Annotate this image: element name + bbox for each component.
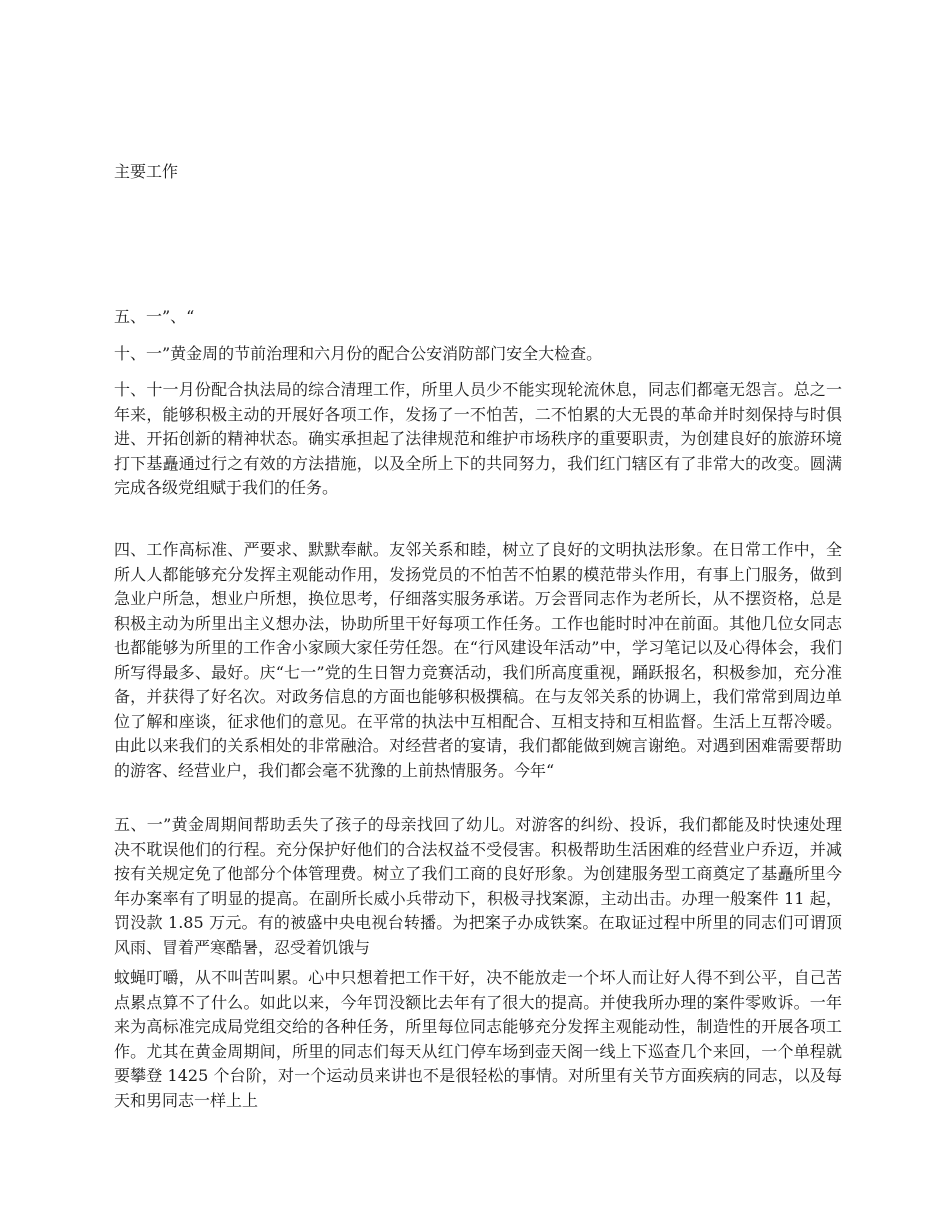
paragraph: 五、一”、“ xyxy=(114,307,195,326)
paragraph: 四、工作高标准、严要求、默默奉献。友邻关系和睦，树立了良好的文明执法形象。在日常工作中，全所人人都能够充分发挥主观能动作用，发扬党员的不怕苦不怕累的模范带头作用，有事上门服务，做到急业户所急，想业户所想，换位思考，仔细落实服务承诺。万会晋同志作为老所长，从不摆资格，总是积极主动为所里出主义想办法，协助所里干好每项工作任务。工作也能时时冲在前面。其他几位女同志也都能够为所里的工作舍小家顾大家任劳任怨。在“行风建设年活动”中，学习笔记以及心得体会，我们所写得最多、最好。庆“七一”党的生日智力竞赛活动，我们所高度重视，踊跃报名，积极参加，充分准备，并获得了好名次。对政务信息的方面也能够积极撰稿。在与友邻关系的协调上，我们常常到周边单位了解和座谈，征求他们的意见。在平常的执法中互相配合、互相支持和互相监督。生活上互帮冷暖。由此以来我们的关系相处的非常融洽。对经营者的宴请，我们都能做到婉言谢绝。对遇到困难需要帮助的游客、经营业户，我们都会毫不犹豫的上前热情服务。今年“ xyxy=(114,540,842,780)
paragraph: 十、一”黄金周的节前治理和六月份的配合公安消防部门安全大检查。 xyxy=(114,344,603,363)
paragraph: 十、十一月份配合执法局的综合清理工作，所里人员少不能实现轮流休息，同志们都毫无怨言。总之一年来，能够积极主动的开展好各项工作，发扬了一不怕苦，二不怕累的大无畏的革命并时刻保持与时俱进、开拓创新的精神状态。确实承担起了法律规范和维护市场秩序的重要职责，为创建良好的旅游环境打下基矗通过行之有效的方法措施，以及全所上下的共同努力，我们红门辖区有了非常大的改变。圆满完成各级党组赋于我们的任务。 xyxy=(114,380,842,497)
document-title: 主要工作 xyxy=(114,162,179,181)
paragraph: 蚊蝇叮嚼，从不叫苦叫累。心中只想着把工作干好，决不能放走一个坏人而让好人得不到公平，自己苦点累点算不了什么。如此以来，今年罚没额比去年有了很大的提高。并使我所办理的案件零败诉。一年来为高标准完成局党组交给的各种任务，所里每位同志能够充分发挥主观能动性，制造性的开展各项工作。尤其在黄金周期间，所里的同志们每天从红门停车场到壶天阁一线上下巡查几个来回，一个单程就要攀登 1425 个台阶，对一个运动员来讲也不是很轻松的事情。对所里有关节方面疾病的同志，以及每天和男同志一样上上 xyxy=(114,968,842,1110)
paragraph: 五、一”黄金周期间帮助丢失了孩子的母亲找回了幼儿。对游客的纠纷、投诉，我们都能及时快速处理决不耽误他们的行程。充分保护好他们的合法权益不受侵害。积极帮助生活困难的经营业户乔迈，并减按有关规定免了他部分个体管理费。树立了我们工商的良好形象。为创建服务型工商奠定了基矗所里今年办案率有了明显的提高。在副所长威小兵带动下，积极寻找案源，主动出击。办理一般案件 11 起，罚没款 1.85 万元。有的被盛中央电视台转播。为把案子办成铁案。在取证过程中所里的同志们可谓顶风雨、冒着严寒酷暑，忍受着饥饿与 xyxy=(114,815,842,957)
